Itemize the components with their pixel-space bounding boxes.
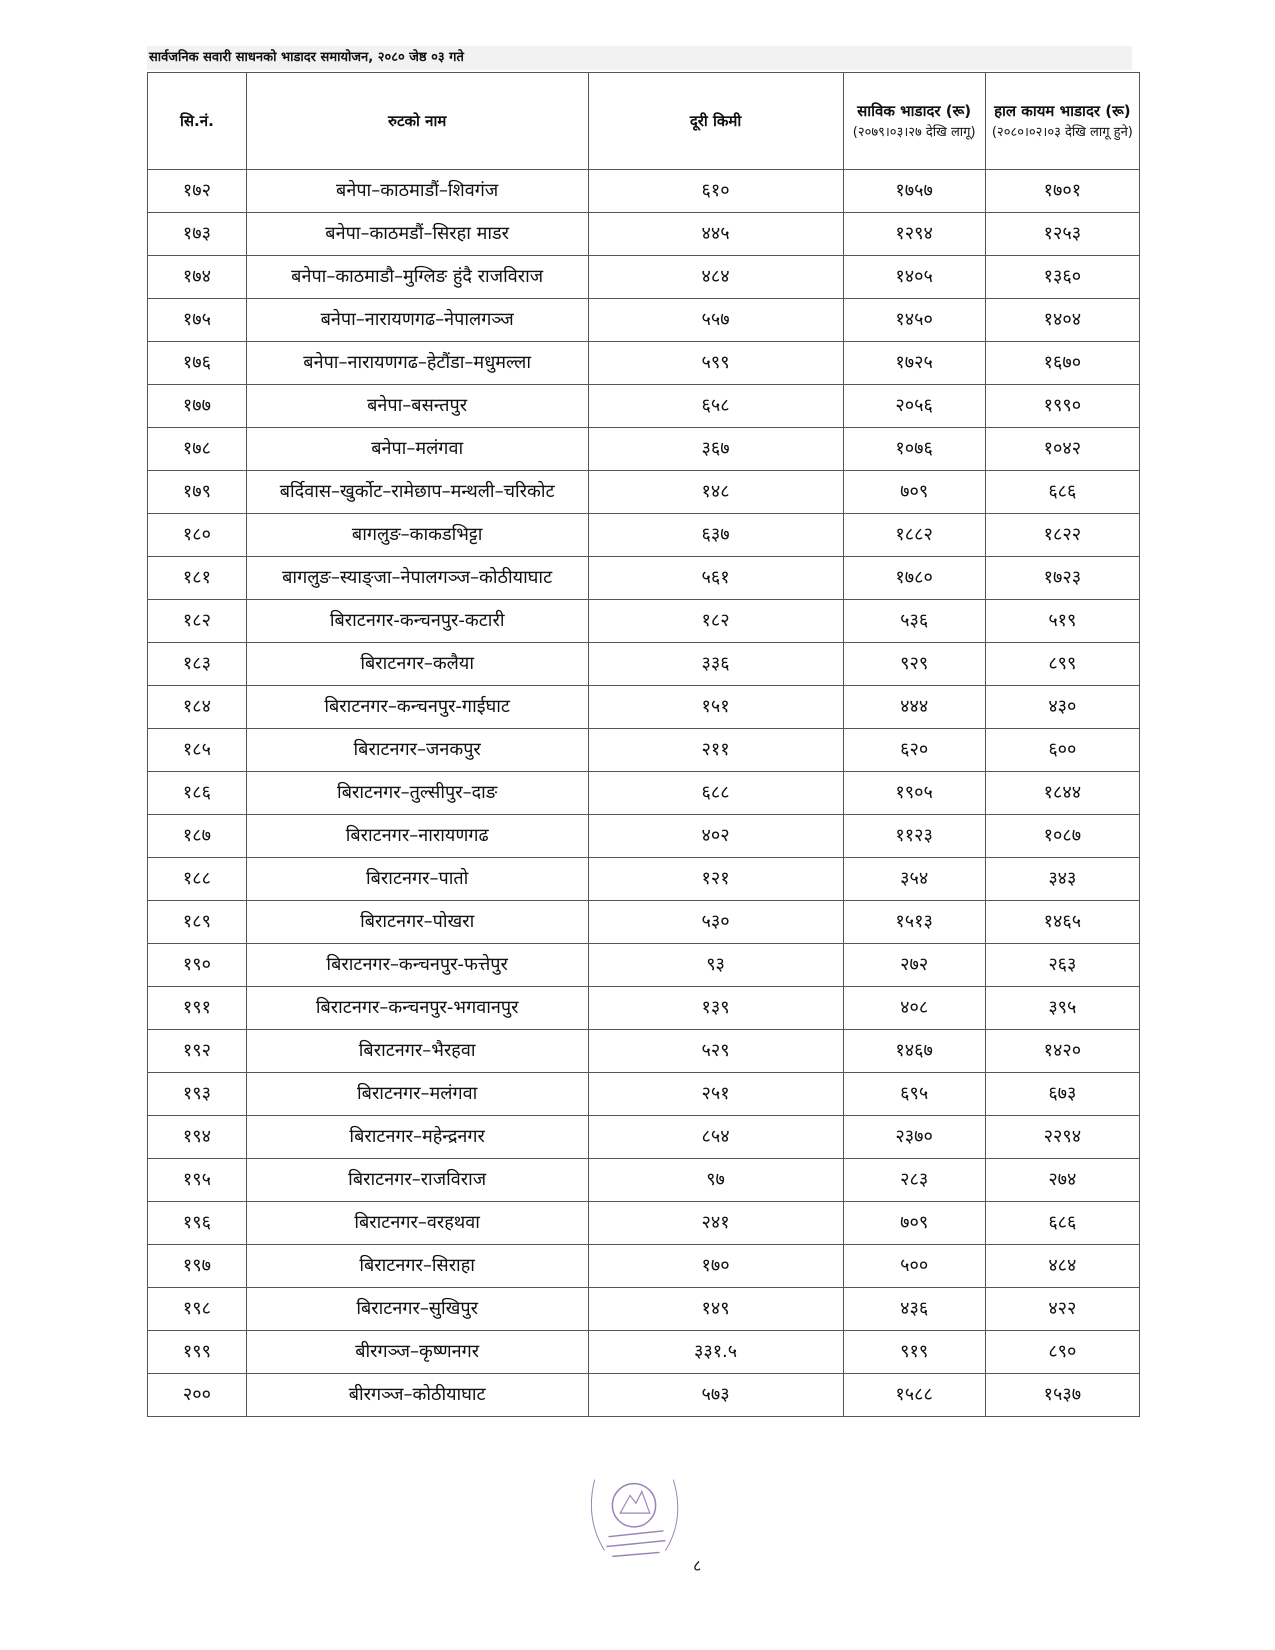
cell-new-rate: २६३ [985, 944, 1139, 987]
cell-distance: ५९९ [588, 342, 843, 385]
cell-sn: १८५ [148, 729, 247, 772]
cell-distance: १२१ [588, 858, 843, 901]
cell-sn: १९१ [148, 987, 247, 1030]
cell-route: बिराटनगर–तुल्सीपुर–दाङ [246, 772, 588, 815]
cell-route: बागलुङ–स्याङ्जा–नेपालगञ्ज–कोठीयाघाट [246, 557, 588, 600]
cell-sn: १९६ [148, 1202, 247, 1245]
cell-route: बिराटनगर–कन्चनपुर-फत्तेपुर [246, 944, 588, 987]
cell-new-rate: १७२३ [985, 557, 1139, 600]
table-body [148, 170, 1140, 1417]
table-row [148, 1245, 1140, 1288]
table-row [148, 987, 1140, 1030]
cell-distance: ४४५ [588, 213, 843, 256]
cell-sn: १८१ [148, 557, 247, 600]
cell-distance: ९७ [588, 1159, 843, 1202]
header-new-rate-label: हाल कायम भाडादर (रू) [994, 102, 1131, 120]
cell-route: बिराटनगर–महेन्द्रनगर [246, 1116, 588, 1159]
table-row [148, 428, 1140, 471]
table-row [148, 299, 1140, 342]
cell-route: बिराटनगर–पातो [246, 858, 588, 901]
cell-sn: १८४ [148, 686, 247, 729]
cell-distance: ४८४ [588, 256, 843, 299]
table-row [148, 471, 1140, 514]
table-row [148, 1116, 1140, 1159]
cell-new-rate: ५१९ [985, 600, 1139, 643]
cell-route: बागलुङ–काकडभिट्टा [246, 514, 588, 557]
table-row [148, 213, 1140, 256]
cell-route: बिराटनगर–जनकपुर [246, 729, 588, 772]
cell-distance: ३३६ [588, 643, 843, 686]
cell-old-rate: १४५० [843, 299, 985, 342]
cell-sn: १९८ [148, 1288, 247, 1331]
cell-sn: १८२ [148, 600, 247, 643]
cell-distance: १५१ [588, 686, 843, 729]
cell-old-rate: ९२९ [843, 643, 985, 686]
table-row [148, 643, 1140, 686]
cell-sn: १९५ [148, 1159, 247, 1202]
cell-sn: १८६ [148, 772, 247, 815]
cell-old-rate: ४०८ [843, 987, 985, 1030]
cell-route: बनेपा–काठमाडौ–मुग्लिङ हुंदै राजविराज [246, 256, 588, 299]
cell-old-rate: १४६७ [843, 1030, 985, 1073]
table-row [148, 1288, 1140, 1331]
cell-distance: ९३ [588, 944, 843, 987]
cell-route: बिराटनगर–सिराहा [246, 1245, 588, 1288]
cell-route: बनेपा–काठमाडौं–शिवगंज [246, 170, 588, 213]
cell-route: बनेपा–बसन्तपुर [246, 385, 588, 428]
cell-new-rate: ४३० [985, 686, 1139, 729]
cell-route: बिराटनगर–कन्चनपुर-गाईघाट [246, 686, 588, 729]
cell-distance: ६८८ [588, 772, 843, 815]
cell-new-rate: ४२२ [985, 1288, 1139, 1331]
cell-distance: १८२ [588, 600, 843, 643]
cell-new-rate: २७४ [985, 1159, 1139, 1202]
cell-distance: २५१ [588, 1073, 843, 1116]
cell-new-rate: ३४३ [985, 858, 1139, 901]
cell-sn: १८३ [148, 643, 247, 686]
cell-sn: १८७ [148, 815, 247, 858]
cell-distance: १७० [588, 1245, 843, 1288]
cell-new-rate: १४०४ [985, 299, 1139, 342]
cell-distance: ६३७ [588, 514, 843, 557]
cell-route: बिराटनगर-कन्चनपुर-कटारी [246, 600, 588, 643]
table-row [148, 772, 1140, 815]
header-old-rate-label: साविक भाडादर (रू) [857, 102, 972, 120]
cell-old-rate: १८८२ [843, 514, 985, 557]
cell-old-rate: ५०० [843, 1245, 985, 1288]
table-row [148, 385, 1140, 428]
cell-old-rate: ६२० [843, 729, 985, 772]
cell-route: बिराटनगर–कलैया [246, 643, 588, 686]
cell-new-rate: १७०१ [985, 170, 1139, 213]
cell-new-rate: १८४४ [985, 772, 1139, 815]
cell-new-rate: १३६० [985, 256, 1139, 299]
table-header-row [148, 73, 1140, 170]
table-row [148, 342, 1140, 385]
cell-distance: ६१० [588, 170, 843, 213]
table-row [148, 858, 1140, 901]
cell-sn: १७७ [148, 385, 247, 428]
cell-new-rate: १०८७ [985, 815, 1139, 858]
cell-route: बिराटनगर–सुखिपुर [246, 1288, 588, 1331]
cell-route: बिराटनगर–मलंगवा [246, 1073, 588, 1116]
cell-old-rate: ७०९ [843, 1202, 985, 1245]
cell-new-rate: १९९० [985, 385, 1139, 428]
header-distance: दूरी किमी [588, 73, 843, 170]
cell-sn: १७९ [148, 471, 247, 514]
cell-old-rate: १९०५ [843, 772, 985, 815]
cell-distance: ५३० [588, 901, 843, 944]
cell-new-rate: ६८६ [985, 471, 1139, 514]
cell-old-rate: ३५४ [843, 858, 985, 901]
cell-route: बनेपा–नारायणगढ–हेटौंडा–मधुमल्ला [246, 342, 588, 385]
cell-new-rate: १२५३ [985, 213, 1139, 256]
cell-new-rate: १५३७ [985, 1374, 1139, 1417]
cell-sn: १७६ [148, 342, 247, 385]
cell-route: बर्दिवास–खुर्कोट–रामेछाप–मन्थली–चरिकोट [246, 471, 588, 514]
cell-route: बनेपा–मलंगवा [246, 428, 588, 471]
table-row [148, 1030, 1140, 1073]
cell-old-rate: ९१९ [843, 1331, 985, 1374]
table-row [148, 901, 1140, 944]
cell-old-rate: १७२५ [843, 342, 985, 385]
cell-sn: १८८ [148, 858, 247, 901]
cell-route: बीरगञ्ज–कृष्णनगर [246, 1331, 588, 1374]
header-new-rate [985, 73, 1139, 170]
cell-old-rate: १७८० [843, 557, 985, 600]
cell-route: बिराटनगर–भैरहवा [246, 1030, 588, 1073]
cell-old-rate: १५१३ [843, 901, 985, 944]
table-row [148, 686, 1140, 729]
table-row [148, 600, 1140, 643]
cell-old-rate: ४३६ [843, 1288, 985, 1331]
table-row [148, 256, 1140, 299]
cell-new-rate: २२९४ [985, 1116, 1139, 1159]
header-new-rate-sub: (२०८०।०२।०३ देखि लागू हुने) [991, 125, 1133, 140]
table-row [148, 944, 1140, 987]
table-row [148, 170, 1140, 213]
cell-sn: १७५ [148, 299, 247, 342]
cell-sn: १९२ [148, 1030, 247, 1073]
cell-old-rate: १२९४ [843, 213, 985, 256]
cell-distance: ५५७ [588, 299, 843, 342]
cell-route: बिराटनगर–कन्चनपुर-भगवानपुर [246, 987, 588, 1030]
cell-distance: १३९ [588, 987, 843, 1030]
cell-distance: १४८ [588, 471, 843, 514]
cell-sn: १८० [148, 514, 247, 557]
header-old-rate [843, 73, 985, 170]
cell-old-rate: १५८८ [843, 1374, 985, 1417]
table-row [148, 815, 1140, 858]
cell-old-rate: ११२३ [843, 815, 985, 858]
header-sn: सि.नं. [148, 73, 247, 170]
cell-old-rate: १४०५ [843, 256, 985, 299]
cell-new-rate: १४२० [985, 1030, 1139, 1073]
header-route: रुटको नाम [246, 73, 588, 170]
cell-route: बनेपा–काठमडौं–सिरहा माडर [246, 213, 588, 256]
table-row [148, 1073, 1140, 1116]
cell-distance: ५२९ [588, 1030, 843, 1073]
cell-new-rate: ३९५ [985, 987, 1139, 1030]
office-stamp [575, 1460, 693, 1578]
table-row [148, 729, 1140, 772]
cell-sn: १९४ [148, 1116, 247, 1159]
cell-sn: १७३ [148, 213, 247, 256]
cell-old-rate: १०७६ [843, 428, 985, 471]
cell-sn: १७८ [148, 428, 247, 471]
table-row [148, 1331, 1140, 1374]
cell-distance: ३३१.५ [588, 1331, 843, 1374]
table-row [148, 1374, 1140, 1417]
cell-distance: १४९ [588, 1288, 843, 1331]
page-number: ८ [693, 1556, 702, 1575]
cell-new-rate: ८९९ [985, 643, 1139, 686]
cell-route: बनेपा–नारायणगढ–नेपालगञ्ज [246, 299, 588, 342]
cell-sn: १९० [148, 944, 247, 987]
cell-old-rate: १७५७ [843, 170, 985, 213]
table-row [148, 1202, 1140, 1245]
cell-route: बीरगञ्ज–कोठीयाघाट [246, 1374, 588, 1417]
cell-old-rate: ४४४ [843, 686, 985, 729]
table-row [148, 557, 1140, 600]
cell-old-rate: ६९५ [843, 1073, 985, 1116]
cell-distance: २११ [588, 729, 843, 772]
cell-distance: ५६१ [588, 557, 843, 600]
cell-route: बिराटनगर–वरहथवा [246, 1202, 588, 1245]
header-old-rate-sub: (२०७९।०३।२७ देखि लागू) [852, 125, 976, 140]
cell-new-rate: १८२२ [985, 514, 1139, 557]
cell-new-rate: १६७० [985, 342, 1139, 385]
cell-sn: १९९ [148, 1331, 247, 1374]
cell-route: बिराटनगर–नारायणगढ [246, 815, 588, 858]
cell-new-rate: ६७३ [985, 1073, 1139, 1116]
cell-old-rate: २८३ [843, 1159, 985, 1202]
cell-new-rate: ६०० [985, 729, 1139, 772]
table-row [148, 514, 1140, 557]
cell-sn: १८९ [148, 901, 247, 944]
cell-distance: ३६७ [588, 428, 843, 471]
cell-new-rate: १०४२ [985, 428, 1139, 471]
cell-sn: १७४ [148, 256, 247, 299]
cell-route: बिराटनगर–पोखरा [246, 901, 588, 944]
cell-sn: २०० [148, 1374, 247, 1417]
table-row [148, 1159, 1140, 1202]
cell-new-rate: १४६५ [985, 901, 1139, 944]
cell-distance: ४०२ [588, 815, 843, 858]
cell-old-rate: २०५६ [843, 385, 985, 428]
cell-route: बिराटनगर–राजविराज [246, 1159, 588, 1202]
document-header: सार्वजनिक सवारी साधनको भाडादर समायोजन, २०८० जेष्ठ ०३ गते [147, 46, 1132, 70]
cell-old-rate: ७०९ [843, 471, 985, 514]
cell-new-rate: ४८४ [985, 1245, 1139, 1288]
cell-old-rate: २७२ [843, 944, 985, 987]
cell-sn: १७२ [148, 170, 247, 213]
cell-distance: ६५८ [588, 385, 843, 428]
cell-sn: १९३ [148, 1073, 247, 1116]
cell-sn: १९७ [148, 1245, 247, 1288]
cell-old-rate: ५३६ [843, 600, 985, 643]
cell-distance: ५७३ [588, 1374, 843, 1417]
cell-distance: २४१ [588, 1202, 843, 1245]
cell-old-rate: २३७० [843, 1116, 985, 1159]
fare-table [147, 72, 1140, 1417]
cell-distance: ८५४ [588, 1116, 843, 1159]
cell-new-rate: ६८६ [985, 1202, 1139, 1245]
cell-new-rate: ८९० [985, 1331, 1139, 1374]
